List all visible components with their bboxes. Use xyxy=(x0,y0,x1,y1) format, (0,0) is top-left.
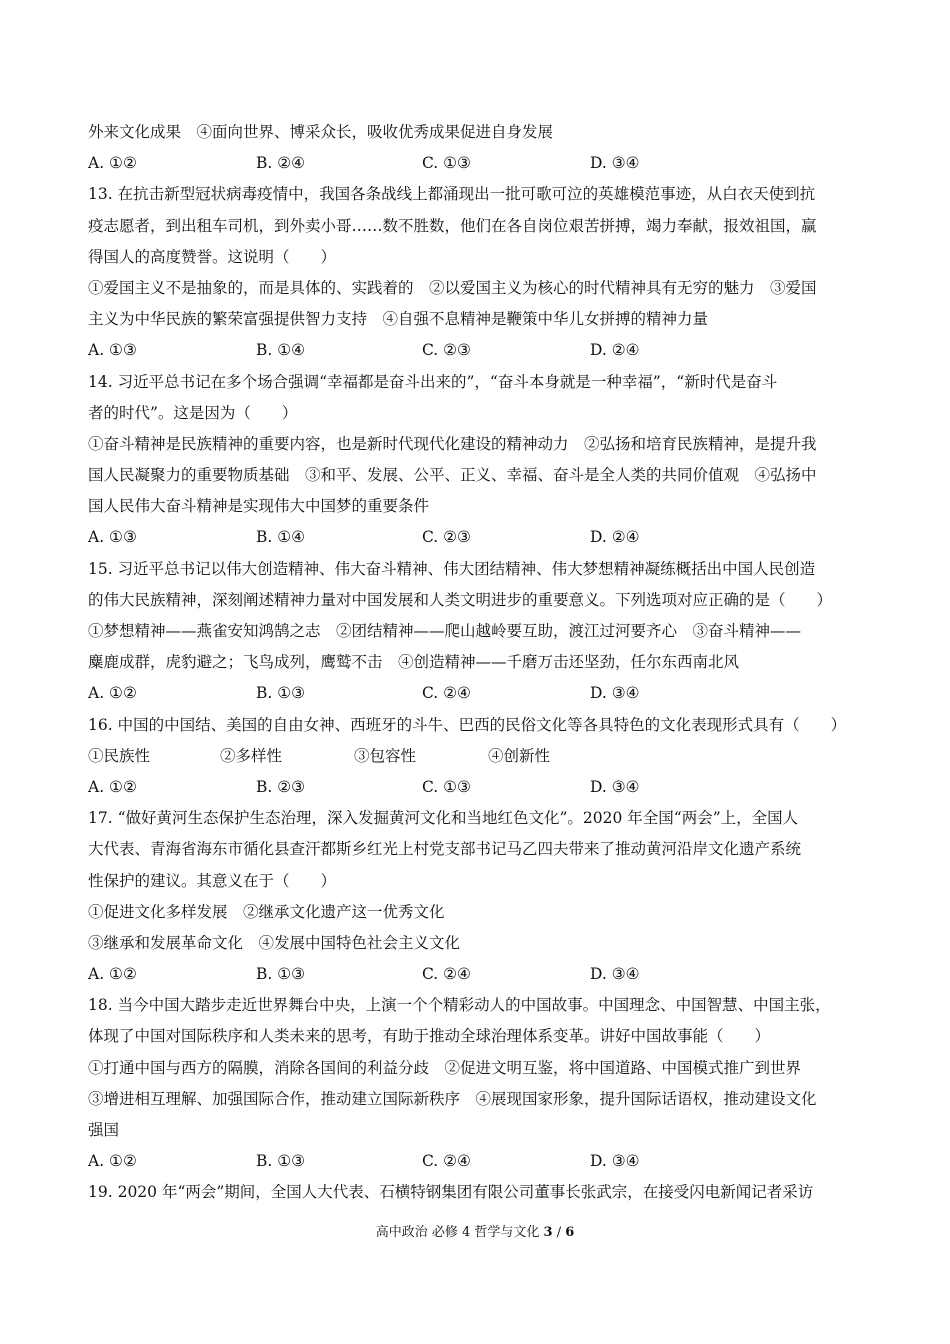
text-line: 18. 当今中国大踏步走近世界舞台中央，上演一个个精彩动人的中国故事。中国理念、中国智慧、中国主张， xyxy=(88,996,831,1015)
answer-option-d: D. ③④ xyxy=(590,684,640,703)
answer-option-d: D. ②④ xyxy=(590,341,640,360)
text-line: ③继承和发展革命文化 ④发展中国特色社会主义文化 xyxy=(88,933,461,952)
text-line: 14. 习近平总书记在多个场合强调“幸福都是奋斗出来的”，“奋斗本身就是一种幸福”，“新时代是奋斗 xyxy=(88,372,778,391)
answer-option-c: C. ②④ xyxy=(422,1152,471,1171)
text-line: 15. 习近平总书记以伟大创造精神、伟大奋斗精神、伟大团结精神、伟大梦想精神凝练概括出中国人民创造 xyxy=(88,559,816,578)
answer-option-b: B. ①④ xyxy=(256,528,306,547)
statement-option: ①民族性 xyxy=(88,746,151,765)
statement-options-row xyxy=(88,741,866,772)
footer-label: 高中政治 必修 4 哲学与文化 xyxy=(375,1225,540,1240)
text-line: 疫志愿者，到出租车司机，到外卖小哥……数不胜数，他们在各自岗位艰苦拼搏，竭力奉献，报效祖国，赢 xyxy=(88,216,817,235)
page-number: 3 xyxy=(543,1225,553,1240)
answer-option-a: A. ①③ xyxy=(88,341,137,360)
question-body xyxy=(88,117,866,1209)
page-footer xyxy=(0,1224,950,1242)
text-line: 外来文化成果 ④面向世界、博采众长，吸收优秀成果促进自身发展 xyxy=(88,123,554,141)
answer-option-b: B. ①④ xyxy=(256,341,306,360)
text-line: 19. 2020 年“两会”期间，全国人大代表、石横特钢集团有限公司董事长张武宗，在接受闪电新闻记者采访 xyxy=(88,1183,814,1202)
answer-option-b: B. ①③ xyxy=(256,1152,306,1171)
answer-option-a: A. ①② xyxy=(88,1152,137,1171)
text-line: 得国人的高度赞誉。这说明（ ） xyxy=(88,247,337,266)
page-total: 6 xyxy=(565,1225,575,1240)
answer-options-row xyxy=(88,678,866,709)
text-line: 大代表、青海省海东市循化县查汗都斯乡红光上村党支部书记马乙四夫带来了推动黄河沿岸文化遗产系统 xyxy=(88,840,802,859)
statement-option: ③包容性 xyxy=(354,746,417,765)
answer-option-c: C. ②④ xyxy=(422,684,471,703)
text-line: ①促进文化多样发展 ②继承文化遗产这一优秀文化 xyxy=(88,902,445,921)
answer-option-a: A. ①② xyxy=(88,777,137,796)
text-line: ①爱国主义不是抽象的，而是具体的、实践着的 ②以爱国主义为核心的时代精神具有无穷的魅力 ③爱国 xyxy=(88,278,817,297)
answer-options-row xyxy=(88,148,866,179)
answer-option-d: D. ②④ xyxy=(590,528,640,547)
answer-option-b: B. ②③ xyxy=(256,777,306,796)
answer-option-a: A. ①② xyxy=(88,154,137,173)
text-line: 体现了中国对国际秩序和人类未来的思考，有助于推动全球治理体系变革。讲好中国故事能（ ） xyxy=(88,1027,771,1046)
text-line: 13. 在抗击新型冠状病毒疫情中，我国各条战线上都涌现出一批可歌可泣的英雄模范事迹，从白衣天使到抗 xyxy=(88,185,816,204)
answer-option-a: A. ①③ xyxy=(88,528,137,547)
answer-option-b: B. ①③ xyxy=(256,684,306,703)
answer-option-a: A. ①② xyxy=(88,965,137,984)
text-line: 16. 中国的中国结、美国的自由女神、西班牙的斗牛、巴西的民俗文化等各具特色的文化表现形式具有（ ） xyxy=(88,715,847,734)
text-line: ①奋斗精神是民族精神的重要内容，也是新时代现代化建设的精神动力 ②弘扬和培育民族精神，是提升我 xyxy=(88,434,817,453)
text-line: ①打通中国与西方的隔膜，消除各国间的利益分歧 ②促进文明互鉴，将中国道路、中国模式推广到世界 xyxy=(88,1058,802,1077)
statement-option: ②多样性 xyxy=(220,746,283,765)
text-line: 国人民伟大奋斗精神是实现伟大中国梦的重要条件 xyxy=(88,497,430,516)
statement-option: ④创新性 xyxy=(488,746,551,765)
text-line: 17. “做好黄河生态保护生态治理，深入发掘黄河文化和当地红色文化”。2020 年全国“两会”上，全国人 xyxy=(88,809,799,828)
answer-option-c: C. ①③ xyxy=(422,777,471,796)
answer-options-row xyxy=(88,1146,866,1177)
text-line: 国人民凝聚力的重要物质基础 ③和平、发展、公平、正义、幸福、奋斗是全人类的共同价值观 ④弘扬中 xyxy=(88,466,817,485)
answer-options-row xyxy=(88,522,866,553)
text-line: 麋鹿成群，虎豹避之；飞鸟成列，鹰鹫不击 ④创造精神——千磨万击还坚劲，任尔东西南北风 xyxy=(88,653,740,672)
answer-options-row xyxy=(88,959,866,990)
answer-option-b: B. ①③ xyxy=(256,965,306,984)
answer-option-b: B. ②④ xyxy=(256,154,306,173)
answer-options-row xyxy=(88,772,866,803)
answer-option-d: D. ③④ xyxy=(590,154,640,173)
answer-option-c: C. ②③ xyxy=(422,528,471,547)
answer-option-c: C. ②③ xyxy=(422,341,471,360)
text-line: 的伟大民族精神，深刻阐述精神力量对中国发展和人类文明进步的重要意义。下列选项对应正确的是（ ） xyxy=(88,590,833,609)
page-separator: / xyxy=(552,1225,566,1240)
text-line: ①梦想精神——燕雀安知鸿鹄之志 ②团结精神——爬山越岭要互助，渡江过河要齐心 ③奋斗精神—— xyxy=(88,622,802,640)
answer-option-c: C. ①③ xyxy=(422,154,471,173)
text-line: 主义为中华民族的繁荣富强提供智力支持 ④自强不息精神是鞭策中华儿女拼搏的精神力量 xyxy=(88,310,709,329)
answer-option-d: D. ③④ xyxy=(590,965,640,984)
text-line: ③增进相互理解、加强国际合作，推动建立国际新秩序 ④展现国家形象，提升国际话语权，推动建设文化 xyxy=(88,1089,817,1108)
answer-option-c: C. ②④ xyxy=(422,965,471,984)
text-line: 者的时代”。这是因为（ ） xyxy=(88,403,298,422)
answer-option-a: A. ①② xyxy=(88,684,137,703)
answer-option-d: D. ③④ xyxy=(590,1152,640,1171)
answer-option-d: D. ③④ xyxy=(590,777,640,796)
text-line: 性保护的建议。其意义在于（ ） xyxy=(88,871,337,890)
answer-options-row xyxy=(88,335,866,366)
text-line: 强国 xyxy=(88,1121,120,1139)
